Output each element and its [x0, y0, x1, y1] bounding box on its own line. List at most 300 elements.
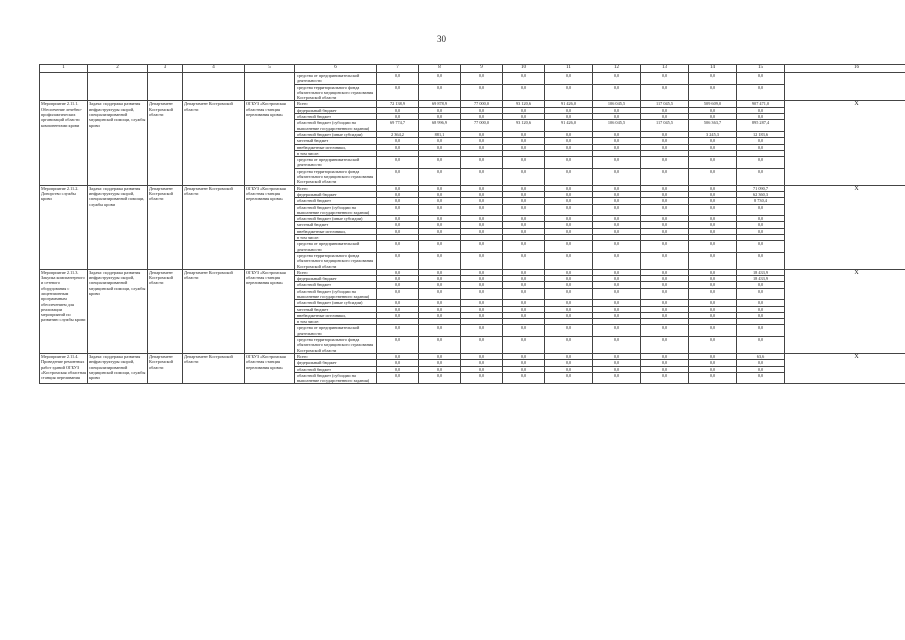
funding-source: областной бюджет (иные субсидии) — [295, 131, 377, 137]
amount-cell: 0,0 — [737, 252, 785, 269]
funding-source: в том числе: — [295, 319, 377, 325]
amount-cell: 0,0 — [641, 252, 689, 269]
amount-cell: 0,0 — [641, 144, 689, 150]
amount-cell: 0,0 — [419, 168, 461, 185]
amount-cell: 895 287,4 — [737, 120, 785, 132]
amount-cell: 0,0 — [593, 366, 641, 372]
amount-cell: 0,0 — [377, 114, 419, 120]
amount-cell: 0,0 — [545, 241, 593, 253]
amount-cell: 0,0 — [641, 73, 689, 85]
amount-cell: 0,0 — [737, 228, 785, 234]
amount-cell: 0,0 — [419, 360, 461, 366]
amount-cell: 0,0 — [641, 269, 689, 275]
amount-cell: 0,0 — [503, 73, 545, 85]
amount-cell: 0,0 — [737, 222, 785, 228]
amount-cell: 0,0 — [545, 360, 593, 366]
amount-cell: 0,0 — [503, 228, 545, 234]
amount-cell: 0,0 — [461, 204, 503, 216]
amount-cell: 0,0 — [461, 114, 503, 120]
amount-cell: 0,0 — [689, 222, 737, 228]
amount-cell: 0,0 — [503, 114, 545, 120]
column-number: 14 — [689, 65, 737, 73]
indicator-x: X — [785, 185, 905, 269]
amount-cell: 0,0 — [641, 288, 689, 300]
amount-cell: 0,0 — [419, 144, 461, 150]
task: Задача: поддержка развития инфраструктуры скорой, специализированной медицинской помощи, службы крови — [88, 269, 148, 353]
amount-cell: 0,0 — [545, 325, 593, 337]
amount-cell: 0,0 — [689, 204, 737, 216]
amount-cell: 0,0 — [461, 131, 503, 137]
amount-cell: 0,0 — [593, 276, 641, 282]
amount-cell: 0,0 — [545, 144, 593, 150]
amount-cell: 0,0 — [545, 282, 593, 288]
amount-cell: 0,0 — [419, 282, 461, 288]
amount-cell: 0,0 — [737, 204, 785, 216]
amount-cell: 0,0 — [641, 372, 689, 384]
amount-cell: 77 000,0 — [461, 101, 503, 107]
budget-table — [39, 64, 905, 384]
funding-source: средства территориального фонда обязательного медицинского страхования Костромской области — [295, 84, 377, 101]
funding-source: федеральный бюджет — [295, 360, 377, 366]
funding-source: средства от предпринимательской деятельности — [295, 241, 377, 253]
amount-cell: 0,0 — [593, 252, 641, 269]
amount-cell: 0,0 — [689, 107, 737, 113]
indicator-x: X — [785, 353, 905, 383]
amount-cell: 0,0 — [461, 300, 503, 306]
amount-cell: 0,0 — [545, 84, 593, 101]
amount-cell: 0,0 — [641, 276, 689, 282]
amount-cell: 0,0 — [377, 269, 419, 275]
executor: Департамент Костромской области — [183, 269, 245, 353]
funding-source: областной бюджет — [295, 114, 377, 120]
column-number: 6 — [295, 65, 377, 73]
amount-cell: 0,0 — [689, 288, 737, 300]
amount-cell: 0,0 — [503, 282, 545, 288]
amount-cell: 0,0 — [377, 241, 419, 253]
amount-cell: 0,0 — [593, 216, 641, 222]
amount-cell: 68 996,9 — [419, 120, 461, 132]
amount-cell: 0,0 — [737, 73, 785, 85]
funding-source: в том числе: — [295, 150, 377, 156]
customer: Департамент Костромской области — [148, 101, 183, 185]
executor: Департамент Костромской области — [183, 101, 245, 185]
amount-cell: 0,0 — [641, 185, 689, 191]
amount-cell: 18 433,9 — [737, 269, 785, 275]
customer: Департамент Костромской области — [148, 269, 183, 353]
amount-cell: 0,0 — [545, 138, 593, 144]
amount-cell: 0,0 — [503, 157, 545, 169]
amount-cell: 69 878,9 — [419, 101, 461, 107]
amount-cell: 0,0 — [593, 73, 641, 85]
amount-cell: 0,0 — [545, 131, 593, 137]
amount-cell: 506 363,7 — [689, 120, 737, 132]
amount-cell: 0,0 — [641, 107, 689, 113]
amount-cell: 0,0 — [689, 282, 737, 288]
amount-cell: 0,0 — [503, 269, 545, 275]
amount-cell: 0,0 — [689, 228, 737, 234]
amount-cell: 3 245,3 — [689, 131, 737, 137]
amount-cell: 0,0 — [593, 337, 641, 354]
amount-cell: 0,0 — [593, 241, 641, 253]
amount-cell: 72 138,9 — [377, 101, 419, 107]
amount-cell: 0,0 — [593, 222, 641, 228]
amount-cell: 0,0 — [593, 131, 641, 137]
amount-cell: 0,0 — [461, 73, 503, 85]
amount-cell: 117 045,5 — [641, 101, 689, 107]
amount-cell: 0,0 — [503, 306, 545, 312]
amount-cell: 0,0 — [503, 276, 545, 282]
amount-cell: 0,0 — [641, 191, 689, 197]
amount-cell: 0,0 — [737, 300, 785, 306]
executor: Департамент Костромской области — [183, 185, 245, 269]
funding-source: областной бюджет — [295, 198, 377, 204]
amount-cell: 0,0 — [461, 252, 503, 269]
amount-cell: 0,0 — [641, 241, 689, 253]
amount-cell: 0,0 — [377, 198, 419, 204]
executor: Департамент Костромской области — [183, 353, 245, 383]
funding-source: областной бюджет (иные субсидии) — [295, 300, 377, 306]
amount-cell: 0,0 — [545, 312, 593, 318]
amount-cell: 0,0 — [737, 372, 785, 384]
amount-cell: 0,0 — [545, 204, 593, 216]
amount-cell: 0,0 — [593, 138, 641, 144]
measure-name: Мероприятие 2.11.4. Проведение ремонтных работ зданий ОГБУЗ «Костромская областная станция переливания — [40, 353, 88, 383]
amount-cell: 0,0 — [503, 372, 545, 384]
amount-cell: 0,0 — [419, 222, 461, 228]
amount-cell: 93 120,6 — [503, 120, 545, 132]
amount-cell: 0,0 — [593, 282, 641, 288]
amount-cell: 0,0 — [461, 372, 503, 384]
amount-cell: 0,0 — [593, 288, 641, 300]
amount-cell: 0,0 — [737, 282, 785, 288]
amount-cell: 0,0 — [545, 73, 593, 85]
amount-cell: 0,0 — [377, 252, 419, 269]
amount-cell: 0,0 — [689, 241, 737, 253]
amount-cell: 0,0 — [737, 84, 785, 101]
amount-cell: 881,1 — [419, 131, 461, 137]
amount-cell: 0,0 — [641, 282, 689, 288]
funding-source: местный бюджет — [295, 222, 377, 228]
amount-cell: 0,0 — [377, 300, 419, 306]
funding-source: федеральный бюджет — [295, 191, 377, 197]
recipient: ОГБУЗ «Костромская областная станция переливания крови» — [245, 269, 295, 353]
amount-cell: 0,0 — [689, 366, 737, 372]
funding-source: областной бюджет — [295, 282, 377, 288]
amount-cell: 0,0 — [641, 131, 689, 137]
amount-cell: 0,0 — [545, 216, 593, 222]
amount-cell: 0,0 — [593, 84, 641, 101]
amount-cell: 0,0 — [503, 360, 545, 366]
amount-cell: 0,0 — [461, 191, 503, 197]
amount-cell: 0,0 — [545, 276, 593, 282]
amount-cell: 0,0 — [641, 366, 689, 372]
amount-cell: 91 426,0 — [545, 101, 593, 107]
amount-cell: 0,0 — [461, 360, 503, 366]
column-number: 2 — [88, 65, 148, 73]
amount-cell: 0,0 — [545, 198, 593, 204]
amount-cell: 0,0 — [593, 191, 641, 197]
amount-cell: 0,0 — [545, 300, 593, 306]
amount-cell: 0,0 — [377, 168, 419, 185]
amount-cell: 0,0 — [419, 185, 461, 191]
empty-cell — [245, 73, 295, 101]
amount-cell: 0,0 — [503, 353, 545, 359]
amount-cell: 0,0 — [377, 306, 419, 312]
amount-cell: 93 120,6 — [503, 101, 545, 107]
amount-cell: 0,0 — [641, 204, 689, 216]
funding-source: внебюджетные источники, — [295, 228, 377, 234]
customer: Департамент Костромской области — [148, 185, 183, 269]
amount-cell: 0,0 — [545, 372, 593, 384]
amount-cell: 0,0 — [737, 157, 785, 169]
amount-cell: 0,0 — [593, 204, 641, 216]
column-number: 12 — [593, 65, 641, 73]
amount-cell: 0,0 — [737, 288, 785, 300]
amount-cell: 8 730,4 — [737, 198, 785, 204]
amount-cell: 0,0 — [737, 168, 785, 185]
column-number: 16 — [785, 65, 905, 73]
amount-cell: 69 774,7 — [377, 120, 419, 132]
table-row — [40, 73, 905, 85]
amount-cell: 0,0 — [593, 107, 641, 113]
amount-cell: 0,0 — [461, 241, 503, 253]
column-number-row — [40, 65, 905, 73]
amount-cell: 77 000,0 — [461, 120, 503, 132]
amount-cell: 0,0 — [419, 157, 461, 169]
funding-source: федеральный бюджет — [295, 276, 377, 282]
amount-cell: 0,0 — [641, 312, 689, 318]
amount-cell: 0,0 — [419, 300, 461, 306]
measure-name: Мероприятие 2.11.3. Закупка компьютерного и сетевого оборудования с лицензионным программным обеспечением для реализации мероприятий по развитию службы крови — [40, 269, 88, 353]
amount-cell: 0,0 — [737, 306, 785, 312]
amount-cell: 0,0 — [689, 372, 737, 384]
amount-cell: 0,0 — [503, 366, 545, 372]
amount-cell: 0,0 — [377, 366, 419, 372]
amount-cell: 0,0 — [377, 337, 419, 354]
amount-cell: 0,0 — [689, 157, 737, 169]
amount-cell: 0,0 — [545, 157, 593, 169]
amount-cell: 0,0 — [641, 228, 689, 234]
column-number: 7 — [377, 65, 419, 73]
amount-cell: 0,0 — [377, 360, 419, 366]
amount-cell: 0,0 — [593, 228, 641, 234]
amount-cell: 0,0 — [737, 241, 785, 253]
amount-cell: 0,0 — [593, 360, 641, 366]
funding-source: средства территориального фонда обязательного медицинского страхования Костромской области — [295, 337, 377, 354]
amount-cell: 0,0 — [689, 73, 737, 85]
amount-cell: 0,0 — [461, 216, 503, 222]
amount-cell: 0,0 — [593, 114, 641, 120]
amount-cell: 91 426,0 — [545, 120, 593, 132]
amount-cell: 106 045,5 — [593, 120, 641, 132]
funding-source: областной бюджет — [295, 366, 377, 372]
amount-cell: 0,0 — [419, 372, 461, 384]
funding-source: внебюджетные источники, — [295, 144, 377, 150]
amount-cell: 0,0 — [377, 157, 419, 169]
amount-cell: 0,0 — [737, 325, 785, 337]
amount-cell: 0,0 — [419, 107, 461, 113]
amount-cell: 0,0 — [461, 185, 503, 191]
funding-source: средства территориального фонда обязательного медицинского страхования Костромской области — [295, 252, 377, 269]
amount-cell: 0,0 — [503, 138, 545, 144]
column-number: 9 — [461, 65, 503, 73]
funding-source: местный бюджет — [295, 138, 377, 144]
amount-cell: 0,0 — [737, 114, 785, 120]
empty-cell — [183, 73, 245, 101]
funding-source: федеральный бюджет — [295, 107, 377, 113]
amount-cell: 0,0 — [689, 312, 737, 318]
amount-cell: 0,0 — [737, 360, 785, 366]
amount-cell: 0,0 — [461, 306, 503, 312]
amount-cell: 0,0 — [641, 353, 689, 359]
amount-cell: 0,0 — [641, 360, 689, 366]
amount-cell: 0,0 — [593, 144, 641, 150]
task: Задача: поддержка развития инфраструктуры скорой, специализированной помощи, службы крови — [88, 185, 148, 269]
amount-cell: 63,6 — [737, 353, 785, 359]
amount-cell: 0,0 — [689, 114, 737, 120]
amount-cell: 0,0 — [377, 84, 419, 101]
amount-cell: 0,0 — [689, 360, 737, 366]
amount-cell: 0,0 — [461, 276, 503, 282]
amount-cell: 0,0 — [545, 337, 593, 354]
amount-cell: 0,0 — [689, 168, 737, 185]
amount-cell: 0,0 — [545, 191, 593, 197]
amount-cell: 0,0 — [503, 325, 545, 337]
column-number: 3 — [148, 65, 183, 73]
amount-cell: 0,0 — [461, 325, 503, 337]
amount-cell: 0,0 — [641, 168, 689, 185]
amount-cell: 0,0 — [593, 312, 641, 318]
amount-cell: 0,0 — [461, 138, 503, 144]
amount-cell: 0,0 — [641, 114, 689, 120]
amount-cell: 2 364,2 — [377, 131, 419, 137]
amount-cell: 0,0 — [641, 84, 689, 101]
recipient: ОГБУЗ «Костромская областная станция переливания крови» — [245, 101, 295, 185]
amount-cell: 0,0 — [689, 191, 737, 197]
amount-cell: 12 183,6 — [737, 131, 785, 137]
amount-cell: 0,0 — [545, 353, 593, 359]
amount-cell: 0,0 — [419, 138, 461, 144]
amount-cell: 0,0 — [503, 337, 545, 354]
amount-cell: 0,0 — [461, 337, 503, 354]
column-number: 8 — [419, 65, 461, 73]
column-number: 4 — [183, 65, 245, 73]
amount-cell: 0,0 — [377, 216, 419, 222]
amount-cell: 117 045,5 — [641, 120, 689, 132]
funding-source: областной бюджет (субсидии на выполнение государственного задания) — [295, 288, 377, 300]
amount-cell: 0,0 — [593, 198, 641, 204]
amount-cell: 0,0 — [689, 276, 737, 282]
amount-cell: 0,0 — [419, 84, 461, 101]
amount-cell: 0,0 — [545, 252, 593, 269]
amount-cell: 0,0 — [419, 198, 461, 204]
column-number: 13 — [641, 65, 689, 73]
amount-cell: 0,0 — [503, 312, 545, 318]
amount-cell: 0,0 — [593, 185, 641, 191]
amount-cell: 0,0 — [503, 241, 545, 253]
amount-cell: 0,0 — [689, 269, 737, 275]
task: Задача: поддержка развития инфраструктуры скорой, специализированной медицинской помощи, службы крови — [88, 101, 148, 185]
funding-source: областной бюджет (субсидии на выполнение государственного задания) — [295, 204, 377, 216]
amount-cell: 0,0 — [689, 306, 737, 312]
amount-cell: 0,0 — [593, 300, 641, 306]
amount-cell: 0,0 — [503, 191, 545, 197]
amount-cell: 0,0 — [419, 276, 461, 282]
amount-cell: 0,0 — [419, 306, 461, 312]
amount-cell: 0,0 — [461, 157, 503, 169]
funding-source: внебюджетные источники, — [295, 312, 377, 318]
amount-cell: 0,0 — [503, 185, 545, 191]
measure-name: Мероприятие 2.11.2. Донорство службы крови — [40, 185, 88, 269]
amount-cell: 0,0 — [689, 144, 737, 150]
amount-cell: 71 090,7 — [737, 185, 785, 191]
funding-source: областной бюджет (субсидии на выполнение государственного задания) — [295, 372, 377, 384]
funding-source: средства от предпринимательской деятельности — [295, 325, 377, 337]
page-number: 30 — [437, 34, 446, 44]
amount-cell: 0,0 — [377, 222, 419, 228]
amount-cell: 0,0 — [545, 114, 593, 120]
amount-cell: 0,0 — [419, 114, 461, 120]
funding-source: Всего — [295, 269, 377, 275]
amount-cell: 0,0 — [461, 168, 503, 185]
amount-cell: 0,0 — [461, 228, 503, 234]
amount-cell: 0,0 — [503, 216, 545, 222]
amount-cell: 0,0 — [641, 222, 689, 228]
indicator-x: X — [785, 101, 905, 185]
amount-cell: 0,0 — [593, 269, 641, 275]
amount-cell: 0,0 — [545, 269, 593, 275]
amount-cell: 0,0 — [641, 337, 689, 354]
empty-cell — [785, 73, 905, 101]
recipient: ОГБУЗ «Костромская областная станция переливания крови» — [245, 185, 295, 269]
amount-cell: 0,0 — [545, 228, 593, 234]
amount-cell: 0,0 — [419, 73, 461, 85]
amount-cell: 0,0 — [419, 204, 461, 216]
amount-cell: 0,0 — [461, 84, 503, 101]
funding-source: Всего — [295, 353, 377, 359]
amount-cell: 0,0 — [503, 84, 545, 101]
customer: Департамент Костромской области — [148, 353, 183, 383]
amount-cell: 0,0 — [461, 269, 503, 275]
amount-cell: 0,0 — [503, 252, 545, 269]
amount-cell: 0,0 — [377, 204, 419, 216]
amount-cell: 0,0 — [689, 325, 737, 337]
indicator-x: X — [785, 269, 905, 353]
amount-cell: 0,0 — [593, 372, 641, 384]
funding-source: средства от предпринимательской деятельности — [295, 157, 377, 169]
funding-source: средства территориального фонда обязательного медицинского страхования Костромской области — [295, 168, 377, 185]
amount-cell: 0,0 — [641, 157, 689, 169]
amount-cell: 0,0 — [377, 372, 419, 384]
amount-cell: 0,0 — [377, 191, 419, 197]
amount-cell: 0,0 — [503, 222, 545, 228]
empty-cell — [40, 73, 88, 101]
amount-cell: 0,0 — [641, 138, 689, 144]
funding-source: областной бюджет (иные субсидии) — [295, 216, 377, 222]
amount-cell: 0,0 — [641, 325, 689, 337]
amount-cell: 0,0 — [377, 185, 419, 191]
amount-cell: 0,0 — [545, 168, 593, 185]
amount-cell: 0,0 — [461, 288, 503, 300]
amount-cell: 0,0 — [419, 228, 461, 234]
recipient: ОГБУЗ «Костромская областная станция переливания крови» — [245, 353, 295, 383]
amount-cell: 62 360,3 — [737, 191, 785, 197]
amount-cell: 0,0 — [377, 107, 419, 113]
amount-cell: 0,0 — [593, 353, 641, 359]
amount-cell: 0,0 — [689, 353, 737, 359]
amount-cell: 0,0 — [419, 288, 461, 300]
amount-cell: 0,0 — [737, 337, 785, 354]
